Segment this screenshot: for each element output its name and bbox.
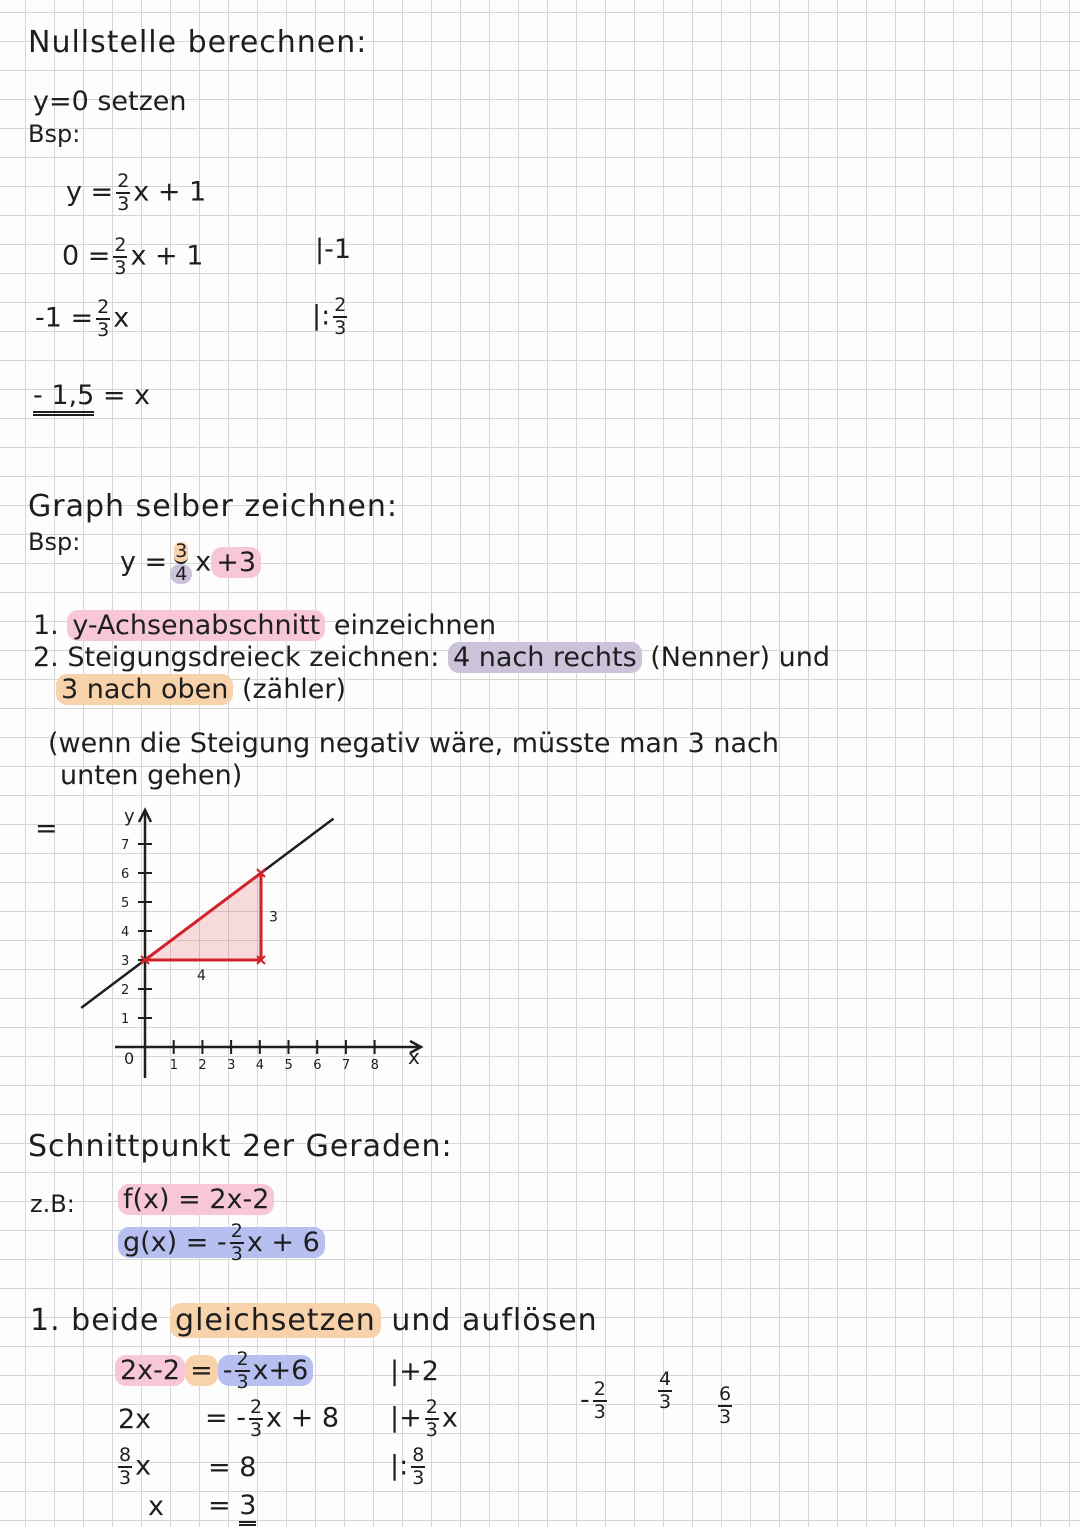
result-equation: - 1,5 = x — [33, 382, 150, 409]
rise-label: 3 — [269, 909, 278, 926]
numerator-highlight: 3 — [175, 540, 188, 562]
eq-left: y = — [66, 176, 114, 208]
result-value: - 1,5 — [33, 380, 94, 416]
step-2: 2. Steigungsdreieck zeichnen: 4 nach rechts (Nenner) und — [33, 642, 831, 673]
origin-label: 0 — [124, 1049, 135, 1068]
fraction: $\frac{2}{3}$ — [97, 296, 110, 341]
solve-row-4-right: = 3 — [208, 1492, 256, 1519]
equation-3: -1 = $\frac{2}{3}$ x — [35, 296, 130, 341]
solve-row-4-left: x — [148, 1491, 164, 1522]
x-tick-label: 2 — [198, 1058, 207, 1073]
heading-nullstelle: Nullstelle berechnen: — [28, 25, 368, 60]
step-1: 1. y-Achsenabschnitt einzeichnen — [33, 610, 497, 641]
note-line-2: unten gehen) — [60, 760, 243, 791]
operation-minus-1: |-1 — [315, 234, 352, 265]
note-line-1: (wenn die Steigung negativ wäre, müsste man 3 nach — [48, 728, 780, 759]
y-tick-label: 1 — [121, 1012, 130, 1027]
rule-text: y=0 setzen — [33, 86, 187, 117]
y-tick-label: 5 — [121, 896, 130, 911]
step-2-continued: 3 nach oben (zähler) — [56, 676, 346, 703]
solve-row-1: 2x-2 = - $\frac{2}{3}$ x+6 — [115, 1350, 313, 1392]
fraction: $\frac{2}{3}$ — [117, 170, 130, 215]
example-label: Bsp: — [28, 120, 81, 148]
run-label: 4 — [197, 968, 206, 984]
equals-sign: = — [35, 813, 58, 844]
x-tick-label: 6 — [313, 1058, 322, 1073]
solve-row-2-right: = - $\frac{2}{3}$ x + 8 — [205, 1396, 339, 1441]
x-tick-label: 5 — [284, 1058, 293, 1073]
denominator-highlight: 4 — [170, 564, 192, 584]
op-row-3: |: $\frac{8}{3}$ — [390, 1444, 425, 1489]
x-axis-label: x — [408, 1045, 420, 1069]
equation-2: 0 = $\frac{2}{3}$ x + 1 — [62, 234, 204, 279]
fraction: $\frac{2}{3}$ — [114, 234, 127, 279]
y-tick-label: 6 — [121, 867, 130, 882]
example-label: Bsp: — [28, 528, 81, 556]
solve-row-3-right: = 8 — [208, 1452, 257, 1483]
operation-divide: |: $\frac{2}{3}$ — [312, 294, 347, 339]
x-tick-label: 7 — [341, 1058, 351, 1073]
side-fraction-3: $\frac{6}{3}$ — [719, 1383, 732, 1428]
heading-intersection: Schnittpunkt 2er Geraden: — [28, 1129, 453, 1164]
y-axis-label: y — [124, 806, 135, 827]
step-equate: 1. beide gleichsetzen und auflösen — [30, 1303, 598, 1338]
op-row-1: |+2 — [390, 1356, 439, 1387]
y-tick-label: 4 — [121, 925, 130, 940]
example-label: z.B: — [30, 1190, 75, 1218]
function-g: g(x) = - $\frac{2}{3}$ x + 6 — [118, 1222, 325, 1264]
final-result: 3 — [239, 1490, 256, 1526]
side-fraction-2: $\frac{4}{3}$ — [659, 1368, 672, 1413]
function-f: f(x) = 2x-2 — [118, 1186, 274, 1213]
y-tick-label: 3 — [121, 954, 130, 969]
y-tick-label: 7 — [121, 838, 130, 853]
solve-row-2-left: 2x — [118, 1404, 152, 1435]
op-row-2: |+ $\frac{2}{3}$ x — [390, 1396, 458, 1441]
side-fraction-1: - $\frac{2}{3}$ — [580, 1378, 606, 1423]
intercept-highlight: +3 — [211, 547, 261, 578]
x-tick-label: 1 — [169, 1058, 178, 1073]
equation-linear: y = $\frac{3}{4}$ x +3 — [120, 542, 261, 584]
x-tick-label: 3 — [227, 1058, 236, 1073]
heading-graph: Graph selber zeichnen: — [28, 489, 398, 524]
solve-row-3-left: $\frac{8}{3}$ x — [119, 1444, 152, 1489]
slope-triangle — [145, 873, 261, 960]
y-tick-label: 2 — [121, 983, 130, 998]
eq-right: x + 1 — [133, 176, 207, 208]
x-tick-label: 4 — [255, 1058, 265, 1073]
x-tick-label: 8 — [370, 1058, 379, 1073]
